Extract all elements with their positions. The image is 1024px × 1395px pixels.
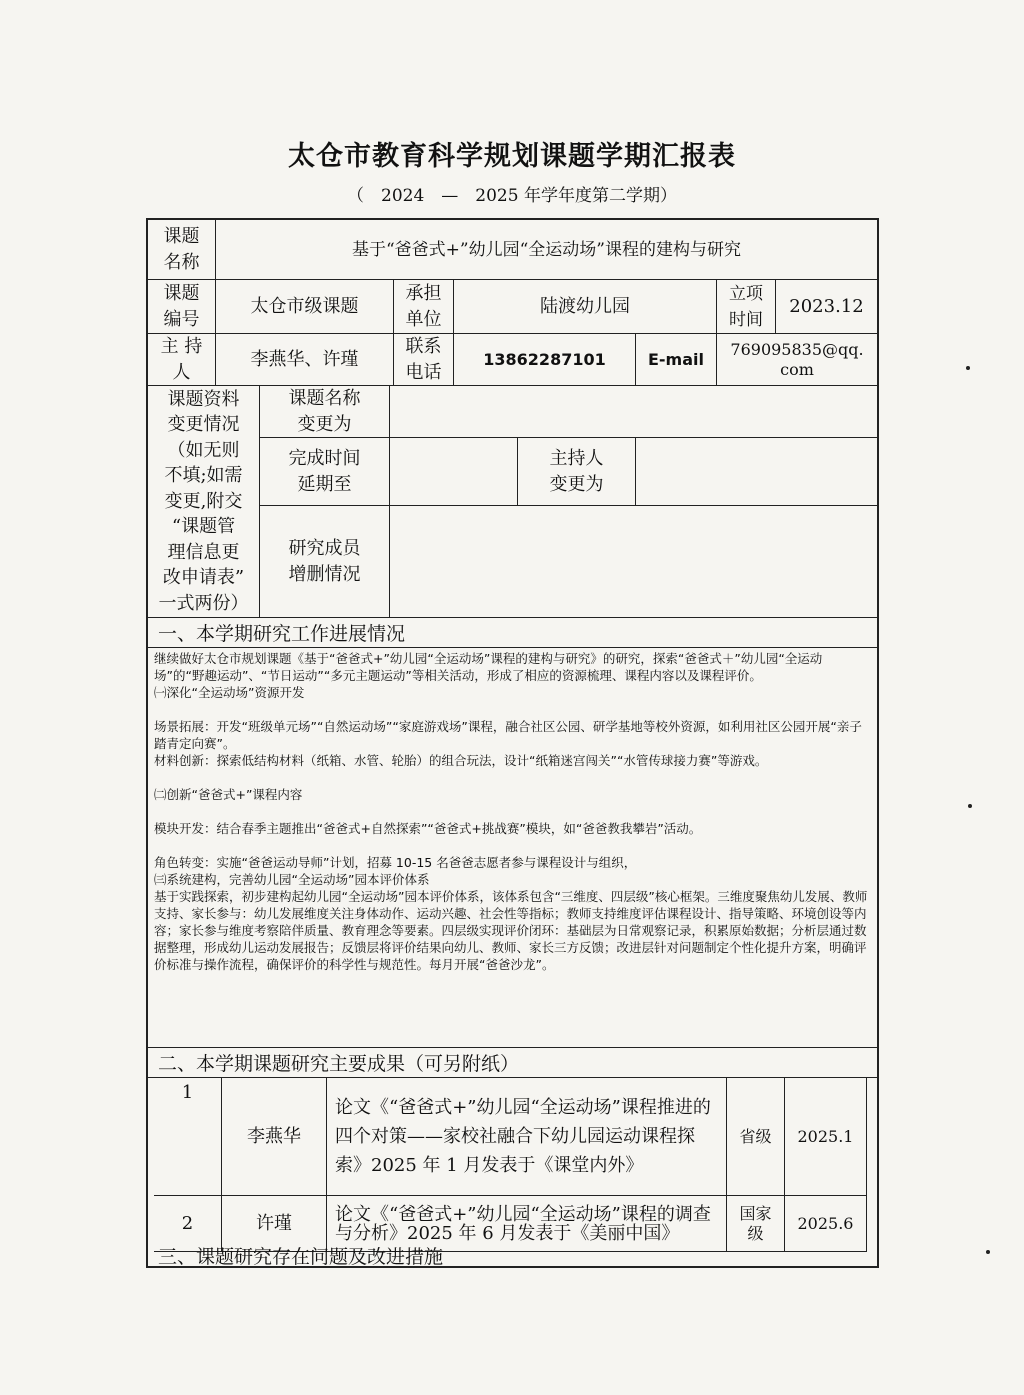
progress-paragraph: 模块开发：结合春季主题推出“爸爸式+自然探索”“爸爸式+挑战赛”模块，如“爸爸教我攀岩”活动。 — [154, 821, 702, 836]
result-no: 2 — [154, 1196, 222, 1252]
progress-paragraph: 继续做好太仓市规划课题《基于“爸爸式+”幼儿园“全运动场”课程的建构与研究》的研究，探索“爸爸式＋”幼儿园“全运动场”的“野趣运动”、“节日运动”“多元主题运动”等相关活动，形成了相应的资源梳理、课程内容以及课程评价。 — [154, 651, 823, 683]
result-content: 论文《“爸爸式+”幼儿园“全运动场”课程的调查与分析》2025 年 6 月发表于《美丽中国》 — [327, 1196, 727, 1252]
progress-paragraph: 角色转变：实施“爸爸运动导师”计划，招募 10-15 名爸爸志愿者参与课程设计与组织， — [154, 855, 637, 870]
progress-paragraph: ㈡创新“爸爸式+”课程内容 — [154, 787, 303, 802]
members-value — [390, 506, 877, 618]
host-value: 李燕华、许瑾 — [216, 334, 394, 386]
scan-speck — [986, 1250, 990, 1254]
progress-paragraph: ㈠深化“全运动场”资源开发 — [154, 685, 305, 700]
members-label: 研究成员 增删情况 — [260, 506, 390, 618]
name-change-label: 课题名称 变更为 — [260, 386, 390, 438]
section1-title: 一、本学期研究工作进展情况 — [148, 618, 877, 648]
progress-paragraph: 材料创新：探索低结构材料（纸箱、水管、轮胎）的组合玩法，设计“纸箱迷宫闯关”“水管传球接力赛”等游戏。 — [154, 753, 768, 768]
section1-body — [148, 648, 877, 1048]
result-level: 省级 — [727, 1078, 785, 1196]
extend-value — [390, 438, 518, 506]
topic-name-label: 课题 名称 — [148, 220, 216, 280]
topic-no-label: 课题 编号 — [148, 280, 216, 334]
host-change-label: 主持人 变更为 — [518, 438, 636, 506]
result-content: 论文《“爸爸式+”幼儿园“全运动场”课程推进的四个对策——家校社融合下幼儿园运动课程探索》2025 年 1 月发表于《课堂内外》 — [327, 1078, 727, 1196]
phone-label: 联系 电话 — [394, 334, 454, 386]
result-level: 国家 级 — [727, 1196, 785, 1252]
changes-label: 课题资料 变更情况 （如无则 不填;如需 变更,附交 “课题管 理信息更 改申请表” 一式两份） — [148, 386, 260, 618]
name-change-value — [390, 386, 877, 438]
date-value: 2023.12 — [776, 280, 877, 334]
phone-value: 13862287101 — [454, 334, 636, 386]
page-subtitle: （ 2024 — 2025 年学年度第二学期） — [347, 186, 677, 206]
email-value: 769095835@qq. com — [717, 334, 877, 386]
section3-title: 三、课题研究存在问题及改进措施 — [158, 1245, 444, 1268]
report-table — [146, 218, 879, 1268]
email-label: E-mail — [636, 334, 717, 386]
result-date: 2025.6 — [785, 1196, 867, 1252]
date-label: 立项 时间 — [717, 280, 776, 334]
result-date: 2025.1 — [785, 1078, 867, 1196]
progress-paragraph: 场景拓展：开发“班级单元场”“自然运动场”“家庭游戏场”课程，融合社区公园、研学基地等校外资源，如利用社区公园开展“亲子踏青定向赛”。 — [154, 719, 862, 751]
host-change-value — [636, 438, 877, 506]
section2-title: 二、本学期课题研究主要成果（可另附纸） — [148, 1048, 877, 1078]
progress-paragraph: ㈢系统建构，完善幼儿园“全运动场”园本评价体系 — [154, 872, 430, 887]
extend-label: 完成时间 延期至 — [260, 438, 390, 506]
topic-no-value: 太仓市级课题 — [216, 280, 394, 334]
topic-name-value: 基于“爸爸式+”幼儿园“全运动场”课程的建构与研究 — [216, 220, 877, 280]
result-no: 1 — [154, 1078, 222, 1196]
result-author: 许瑾 — [222, 1196, 327, 1252]
page-title: 太仓市教育科学规划课题学期汇报表 — [288, 141, 736, 172]
unit-label: 承担 单位 — [394, 280, 454, 334]
scan-speck — [966, 366, 970, 370]
scan-speck — [968, 804, 972, 808]
result-author: 李燕华 — [222, 1078, 327, 1196]
progress-paragraph: 基于实践探索，初步建构起幼儿园“全运动场”园本评价体系，该体系包含“三维度、四层级”核心框架。三维度聚焦幼儿发展、教师支持、家长参与：幼儿发展维度关注身体动作、运动兴趣、社会性等指标；教师支持维度评估课程设计、指导策略、环境创设等内容；家长参与维度考察陪伴质量、教育理念等要素。四层级实现评价闭环：基础层为日常观察记录，积累原始数据；分析层通过数据整理，形成幼儿运动发展报告；反馈层将评价结果向幼儿、教师、家长三方反馈；改进层针对问题制定个性化提升方案，明确评价标准与操作流程，确保评价的科学性与规范性。每月开展“爸爸沙龙”。 — [154, 889, 868, 972]
host-label: 主 持 人 — [148, 334, 216, 386]
unit-value: 陆渡幼儿园 — [454, 280, 717, 334]
